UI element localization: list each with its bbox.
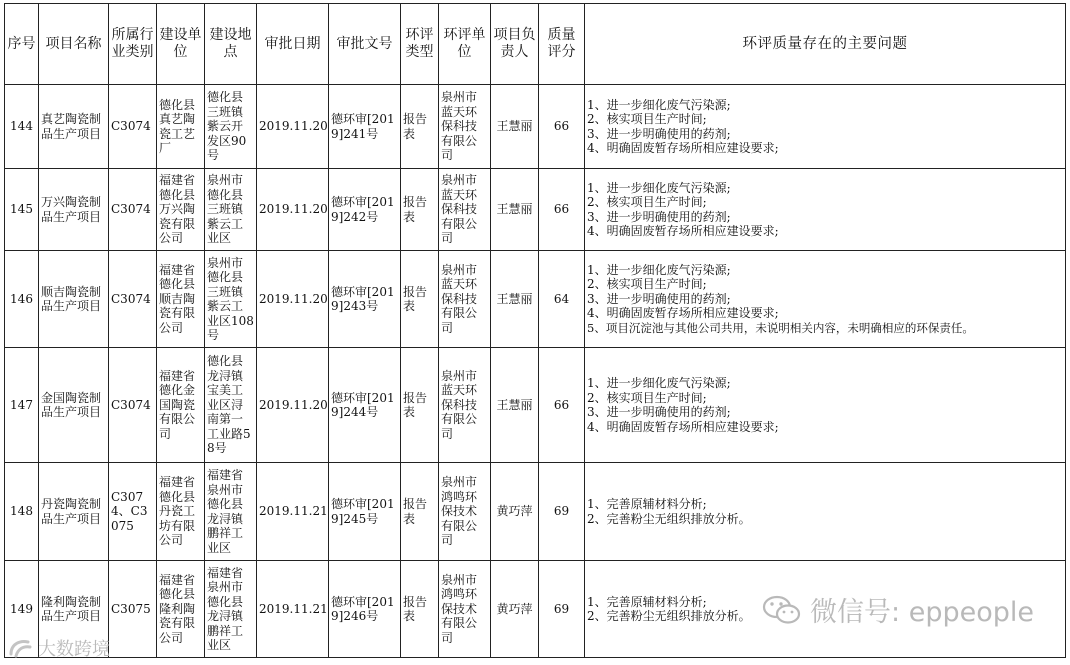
doc-number-cell: 德环审[2019]244号 xyxy=(329,348,401,463)
issues-cell xyxy=(585,169,1066,251)
date-cell: 2019.11.20 xyxy=(257,85,329,169)
eia-org-cell: 泉州市蓝天环保科技有限公司 xyxy=(439,251,491,348)
doc-number-cell: 德环审[2019]242号 xyxy=(329,169,401,251)
header-industry: 所属行业类别 xyxy=(109,4,157,85)
unit-cell: 福建省德化县隆利陶瓷有限公司 xyxy=(157,561,205,658)
eia-type-cell: 报告表 xyxy=(401,348,439,463)
issue-item: 4、明确固废暂存场所相应建设要求; xyxy=(587,306,779,321)
issue-item: 2、核实项目生产时间; xyxy=(587,390,707,405)
table-row xyxy=(5,463,1066,561)
seq-cell: 149 xyxy=(5,561,39,658)
doc-number-cell: 德环审[2019]245号 xyxy=(329,463,401,561)
eia-org-cell: 泉州市蓝天环保科技有限公司 xyxy=(439,85,491,169)
issues-cell xyxy=(585,85,1066,169)
project-name-cell: 顺吉陶瓷制品生产项目 xyxy=(39,251,109,348)
project-name-cell: 金国陶瓷制品生产项目 xyxy=(39,348,109,463)
source-text: 大数跨境 xyxy=(38,639,110,660)
location-cell: 福建省泉州市德化县龙浔镇鹏祥工业区 xyxy=(205,561,257,658)
eia-org-cell: 泉州市蓝天环保科技有限公司 xyxy=(439,348,491,463)
table-row xyxy=(5,85,1066,169)
doc-number-cell: 德环审[2019]241号 xyxy=(329,85,401,169)
location-cell: 泉州市德化县三班镇紫云工业区 xyxy=(205,169,257,251)
location-cell: 德化县三班镇紫云开发区90号 xyxy=(205,85,257,169)
issue-item: 2、核实项目生产时间; xyxy=(587,112,707,126)
project-name-cell: 丹瓷陶瓷制品生产项目 xyxy=(39,463,109,561)
date-cell: 2019.11.21 xyxy=(257,463,329,561)
wechat-id-text: 微信号: eppeople xyxy=(810,597,1034,628)
lead-cell: 王慧丽 xyxy=(491,169,539,251)
project-name-cell: 隆利陶瓷制品生产项目 xyxy=(39,561,109,658)
issue-item: 5、项目沉淀池与其他公司共用，未说明相关内容，未明确相应的环保责任。 xyxy=(587,320,974,335)
lead-cell: 王慧丽 xyxy=(491,85,539,169)
header-doc-number: 审批文号 xyxy=(329,4,401,85)
unit-cell: 福建省德化县万兴陶瓷有限公司 xyxy=(157,169,205,251)
issue-item: 4、明确固废暂存场所相应建设要求; xyxy=(587,419,779,434)
table-row xyxy=(5,169,1066,251)
header-lead: 项目负责人 xyxy=(491,4,539,85)
eia-org-cell: 泉州市蓝天环保科技有限公司 xyxy=(439,169,491,251)
score-cell: 66 xyxy=(539,348,585,463)
header-project-name: 项目名称 xyxy=(39,4,109,85)
industry-cell: C3074、C3075 xyxy=(109,463,157,561)
issue-item: 4、明确固废暂存场所相应建设要求; xyxy=(587,141,779,155)
source-watermark xyxy=(8,635,110,661)
issue-item: 1、进一步细化废气污染源; xyxy=(587,97,731,112)
source-logo-icon xyxy=(8,638,32,658)
issues-cell xyxy=(585,463,1066,561)
header-seq: 序号 xyxy=(5,4,39,85)
industry-cell: C3075 xyxy=(109,561,157,658)
eia-type-cell: 报告表 xyxy=(401,561,439,658)
issue-item: 2、完善粉尘无组织排放分析。 xyxy=(587,511,751,526)
score-cell: 69 xyxy=(539,561,585,658)
issues-cell xyxy=(585,251,1066,348)
issue-item: 1、进一步细化废气污染源; xyxy=(587,262,731,277)
lead-cell: 黄巧萍 xyxy=(491,463,539,561)
date-cell: 2019.11.20 xyxy=(257,348,329,463)
issue-item: 4、明确固废暂存场所相应建设要求; xyxy=(587,224,779,238)
score-cell: 66 xyxy=(539,85,585,169)
eia-type-cell: 报告表 xyxy=(401,463,439,561)
eia-org-cell: 泉州市鸿鸣环保技术有限公司 xyxy=(439,561,491,658)
industry-cell: C3074 xyxy=(109,251,157,348)
unit-cell: 福建省德化县丹瓷工坊有限公司 xyxy=(157,463,205,561)
issue-item: 3、进一步明确使用的药剂; xyxy=(587,209,731,224)
issue-item: 1、完善原辅材料分析; xyxy=(587,594,707,609)
lead-cell: 黄巧萍 xyxy=(491,561,539,658)
date-cell: 2019.11.21 xyxy=(257,561,329,658)
lead-cell: 王慧丽 xyxy=(491,251,539,348)
issue-item: 2、核实项目生产时间; xyxy=(587,277,707,292)
industry-cell: C3074 xyxy=(109,348,157,463)
header-row xyxy=(5,4,1066,85)
score-cell: 66 xyxy=(539,169,585,251)
issue-item: 2、核实项目生产时间; xyxy=(587,195,707,209)
header-score: 质量评分 xyxy=(539,4,585,85)
header-unit: 建设单位 xyxy=(157,4,205,85)
wechat-icon xyxy=(762,595,802,625)
issue-item: 1、进一步细化废气污染源; xyxy=(587,376,731,390)
project-name-cell: 万兴陶瓷制品生产项目 xyxy=(39,169,109,251)
unit-cell: 福建省德化县顺吉陶瓷有限公司 xyxy=(157,251,205,348)
issue-item: 1、进一步细化废气污染源; xyxy=(587,180,731,195)
issue-item: 3、进一步明确使用的药剂; xyxy=(587,291,731,306)
date-cell: 2019.11.20 xyxy=(257,251,329,348)
header-eia-type: 环评类型 xyxy=(401,4,439,85)
eia-review-table xyxy=(4,3,1066,658)
location-cell: 德化县龙浔镇宝美工业区浔南第一工业路58号 xyxy=(205,348,257,463)
seq-cell: 144 xyxy=(5,85,39,169)
seq-cell: 147 xyxy=(5,348,39,463)
location-cell: 福建省泉州市德化县龙浔镇鹏祥工业区 xyxy=(205,463,257,561)
seq-cell: 146 xyxy=(5,251,39,348)
doc-number-cell: 德环审[2019]246号 xyxy=(329,561,401,658)
score-cell: 64 xyxy=(539,251,585,348)
doc-number-cell: 德环审[2019]243号 xyxy=(329,251,401,348)
header-location: 建设地点 xyxy=(205,4,257,85)
location-cell: 泉州市德化县三班镇紫云工业区108号 xyxy=(205,251,257,348)
seq-cell: 145 xyxy=(5,169,39,251)
eia-type-cell: 报告表 xyxy=(401,169,439,251)
issues-cell xyxy=(585,348,1066,463)
table-row xyxy=(5,251,1066,348)
header-date: 审批日期 xyxy=(257,4,329,85)
unit-cell: 德化县真艺陶瓷工艺厂 xyxy=(157,85,205,169)
project-name-cell: 真艺陶瓷制品生产项目 xyxy=(39,85,109,169)
table-row xyxy=(5,348,1066,463)
issue-item: 3、进一步明确使用的药剂; xyxy=(587,126,731,141)
industry-cell: C3074 xyxy=(109,85,157,169)
eia-type-cell: 报告表 xyxy=(401,85,439,169)
eia-type-cell: 报告表 xyxy=(401,251,439,348)
header-eia-org: 环评单位 xyxy=(439,4,491,85)
eia-org-cell: 泉州市鸿鸣环保技术有限公司 xyxy=(439,463,491,561)
header-issues: 环评质量存在的主要问题 xyxy=(585,4,1066,85)
issue-item: 2、完善粉尘无组织排放分析。 xyxy=(587,609,751,623)
date-cell: 2019.11.20 xyxy=(257,169,329,251)
issue-item: 1、完善原辅材料分析; xyxy=(587,497,707,511)
wechat-watermark xyxy=(762,590,1034,629)
lead-cell: 王慧丽 xyxy=(491,348,539,463)
seq-cell: 148 xyxy=(5,463,39,561)
score-cell: 69 xyxy=(539,463,585,561)
industry-cell: C3074 xyxy=(109,169,157,251)
issue-item: 3、进一步明确使用的药剂; xyxy=(587,405,731,419)
unit-cell: 福建省德化金国陶瓷有限公司 xyxy=(157,348,205,463)
